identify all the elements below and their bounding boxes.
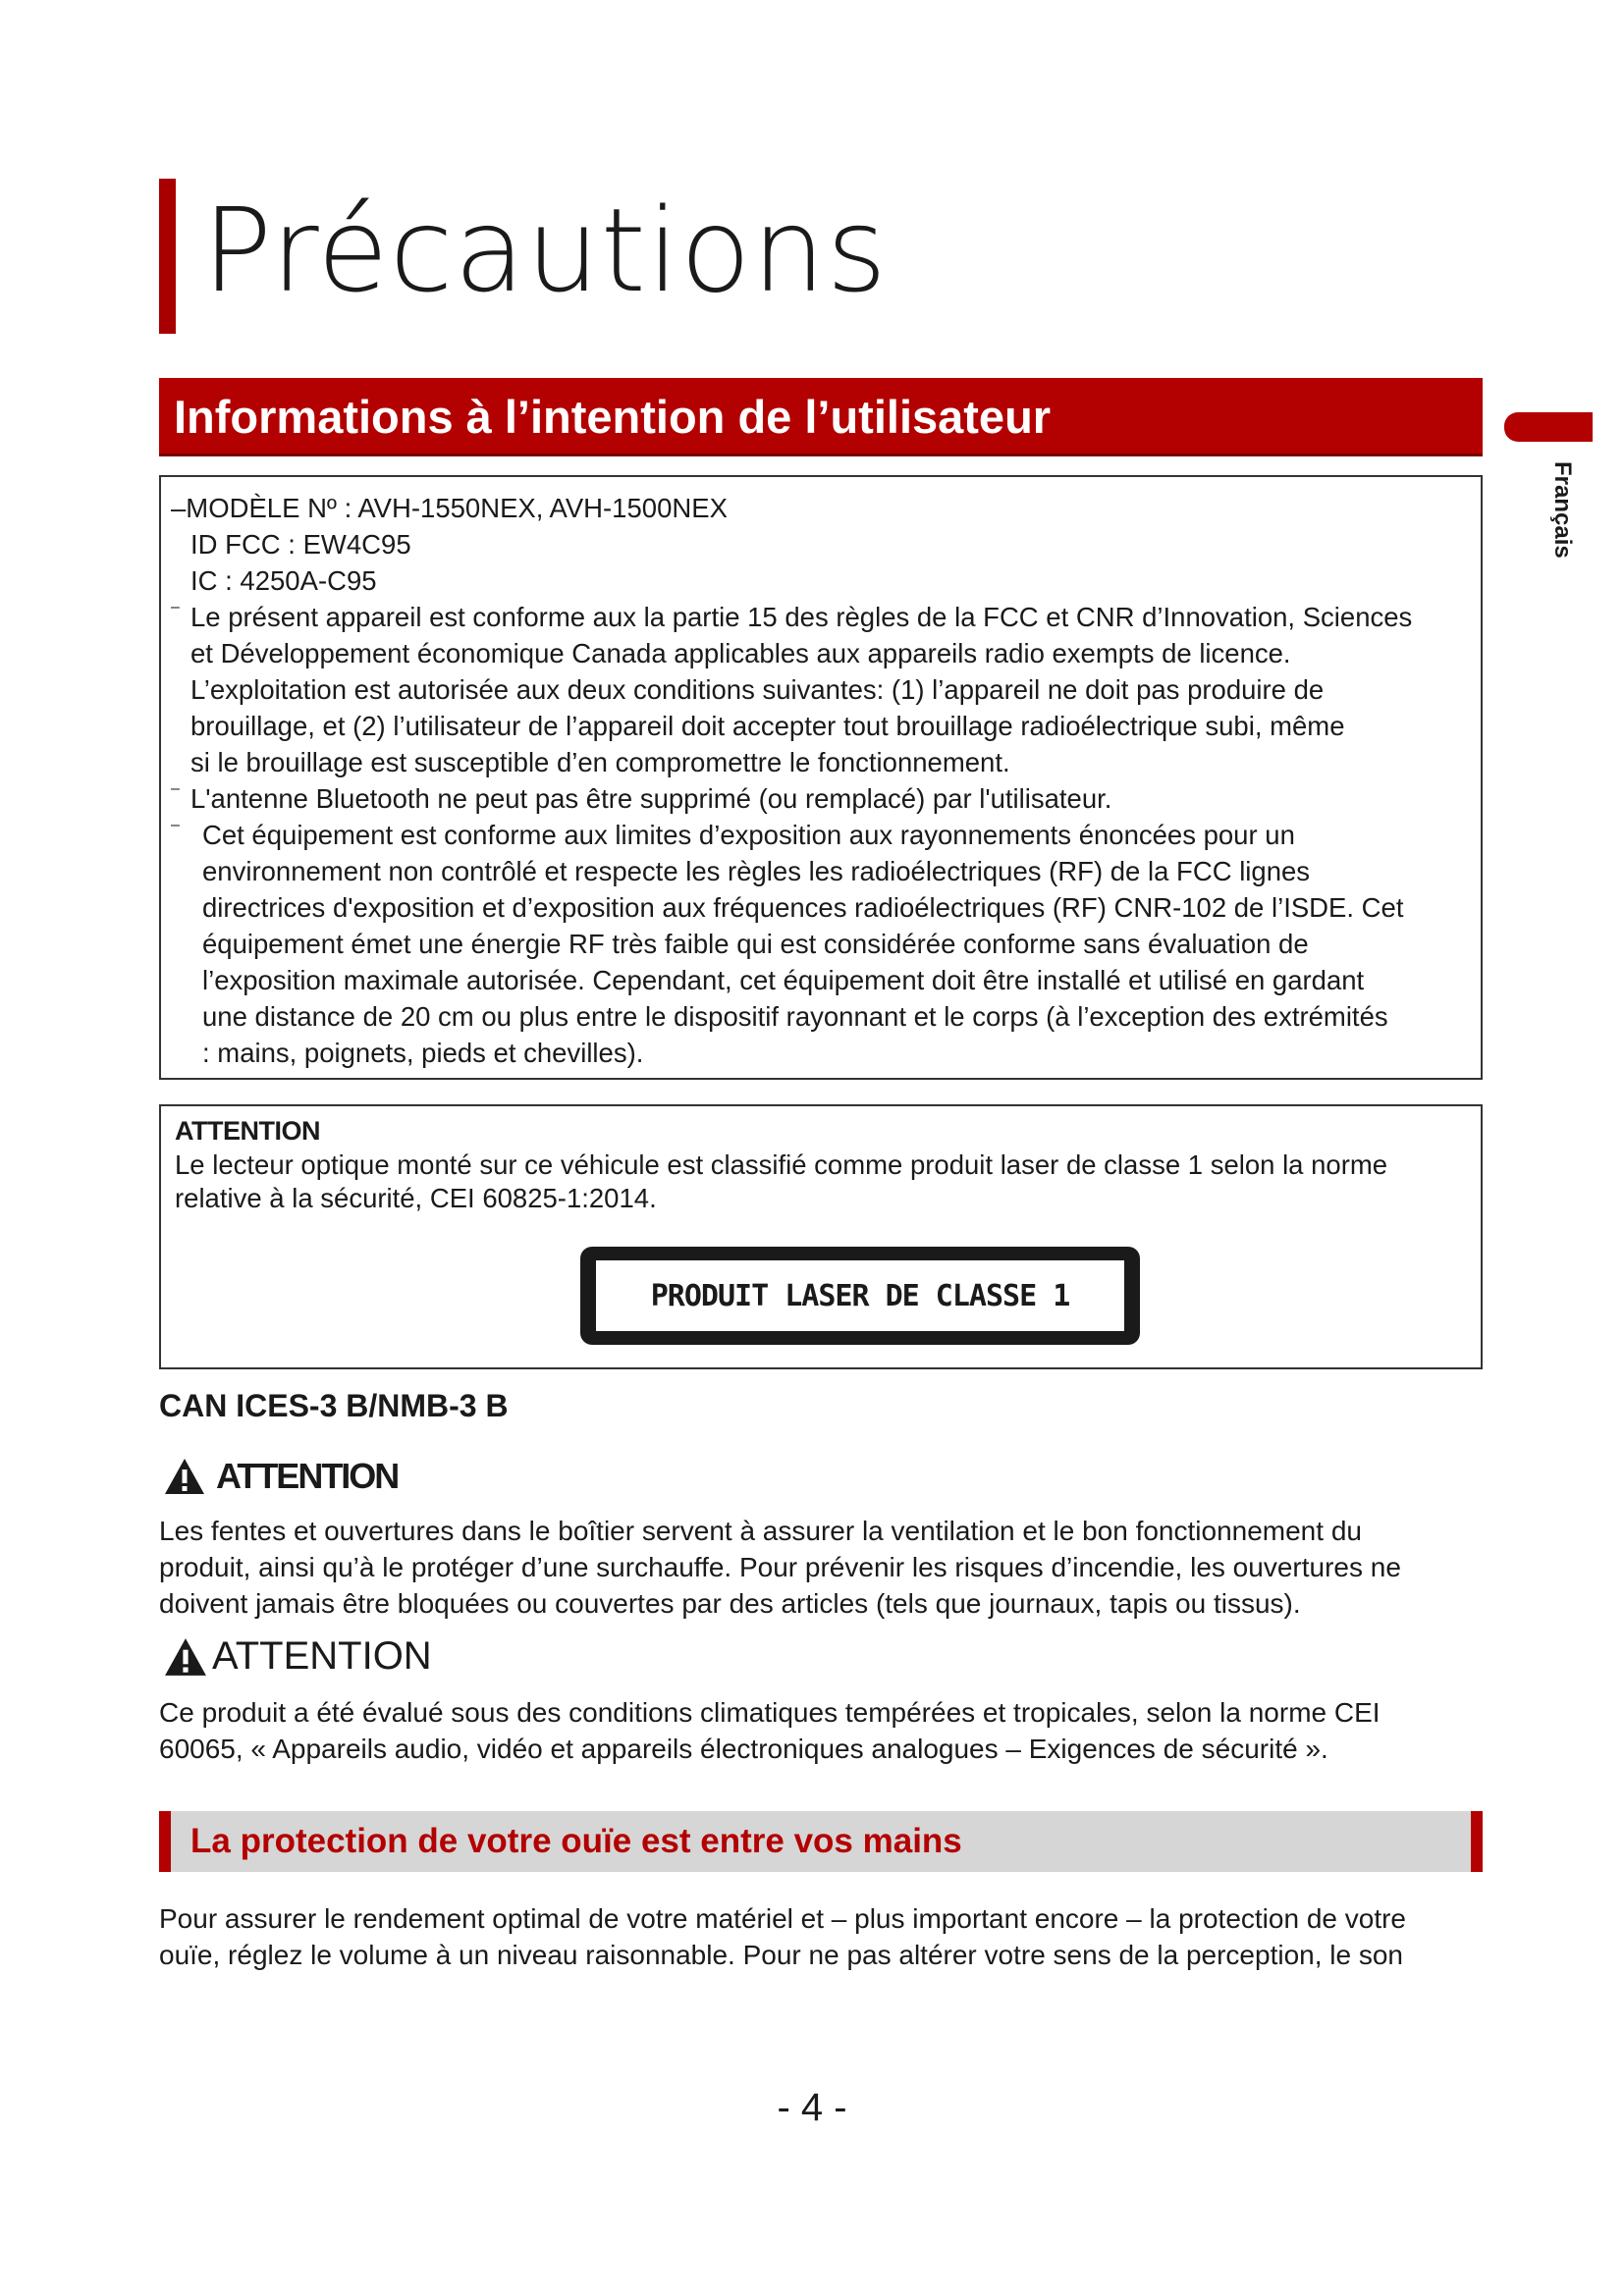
bullet-dash: – [171,780,180,797]
attention-paragraph [159,1513,1401,1622]
laser-class-label [580,1247,1140,1345]
fcc-id-line: ID FCC : EW4C95 [190,529,411,560]
attention-paragraph [159,1694,1380,1767]
bullet-line: si le brouillage est susceptible d’en compromettre le fonctionnement. [190,747,1010,777]
bullet-line: une distance de 20 cm ou plus entre le dispositif rayonnant et le corps (à l’exception des extrémités [202,1001,1388,1032]
paragraph-line: doivent jamais être bloquées ou couvertes par des articles (tels que journaux, tapis ou tissus). [159,1588,1301,1619]
attention-heading-text: ATTENTION [216,1456,399,1496]
ic-line: IC : 4250A-C95 [190,565,377,596]
attention-heading [163,1634,432,1679]
laser-text-line: relative à la sécurité, CEI 60825-1:2014. [175,1183,657,1213]
laser-heading: ATTENTION [175,1116,320,1146]
bullet-line: : mains, poignets, pieds et chevilles). [202,1038,644,1068]
laser-class-label-text: PRODUIT LASER DE CLASSE 1 [596,1260,1124,1331]
section-banner [159,378,1483,456]
paragraph-line: Pour assurer le rendement optimal de votre matériel et – plus important encore – la protection de votre [159,1903,1406,1934]
bullet-line: brouillage, et (2) l’utilisateur de l’appareil doit accepter tout brouillage radioélectrique subi, même [190,711,1345,741]
title-accent-bar [159,179,176,334]
language-tab-label: Français [1549,461,1576,559]
attention-heading-text: ATTENTION [212,1634,432,1678]
paragraph-line: produit, ainsi qu’à le protéger d’une surchauffe. Pour prévenir les risques d’incendie, les ouvertures ne [159,1552,1401,1582]
paragraph-line: ouïe, réglez le volume à un niveau raisonnable. Pour ne pas altérer votre sens de la perception, le son [159,1940,1403,1970]
can-ices-line: CAN ICES-3 B/NMB-3 B [159,1388,509,1423]
bullet-line: et Développement économique Canada applicables aux appareils radio exempts de licence. [190,638,1291,668]
language-tab-marker [1504,412,1593,442]
bullet-line: environnement non contrôlé et respecte les règles les radioélectriques (RF) de la FCC lignes [202,856,1311,886]
compliance-bullet [171,780,1471,817]
paragraph-line: Les fentes et ouvertures dans le boîtier servent à assurer la ventilation et le bon fonctionnement du [159,1516,1362,1546]
section-title: Informations à l’intention de l’utilisateur [174,391,1052,443]
bullet-line: Cet équipement est conforme aux limites d’exposition aux rayonnements énoncées pour un [202,820,1295,850]
paragraph-line: Ce produit a été évalué sous des conditions climatiques tempérées et tropicales, selon la norme CEI [159,1697,1380,1728]
bullet-line: directrices d'exposition et d’exposition aux fréquences radioélectriques (RF) CNR-102 de l’ISDE. Cet [202,892,1404,923]
page-number: - 4 - [777,2086,847,2129]
hearing-paragraph [159,1900,1406,1973]
warning-triangle-icon [163,1636,208,1678]
page-title: Précautions [202,183,889,318]
compliance-bullet [171,599,1471,780]
bullet-dash: – [171,817,180,833]
warning-triangle-icon [163,1457,206,1496]
compliance-box [159,475,1483,1080]
subsection-banner [159,1811,1483,1872]
paragraph-line: 60065, « Appareils audio, vidéo et appareils électroniques analogues – Exigences de sécurité ». [159,1734,1328,1764]
bullet-line: équipement émet une énergie RF très faible qui est considérée conforme sans évaluation de [202,929,1309,959]
compliance-bullet [171,817,1471,1071]
bullet-line: L’exploitation est autorisée aux deux conditions suivantes: (1) l’appareil ne doit pas produire de [190,674,1325,705]
model-line: –MODÈLE Nº : AVH-1550NEX, AVH-1500NEX [171,493,728,523]
bullet-line: l’exposition maximale autorisée. Cependant, cet équipement doit être installé et utilisé en gardant [202,965,1365,995]
bullet-line: L'antenne Bluetooth ne peut pas être supprimé (ou remplacé) par l'utilisateur. [190,783,1112,814]
bullet-dash: – [171,599,180,615]
attention-heading [163,1456,398,1497]
bullet-line: Le présent appareil est conforme aux la partie 15 des règles de la FCC et CNR d’Innovation, Sciences [190,602,1413,632]
laser-text-line: Le lecteur optique monté sur ce véhicule est classifié comme produit laser de classe 1 selon la norme [175,1149,1388,1180]
subsection-title: La protection de votre ouïe est entre vos mains [190,1822,962,1860]
laser-notice-box [159,1104,1483,1369]
